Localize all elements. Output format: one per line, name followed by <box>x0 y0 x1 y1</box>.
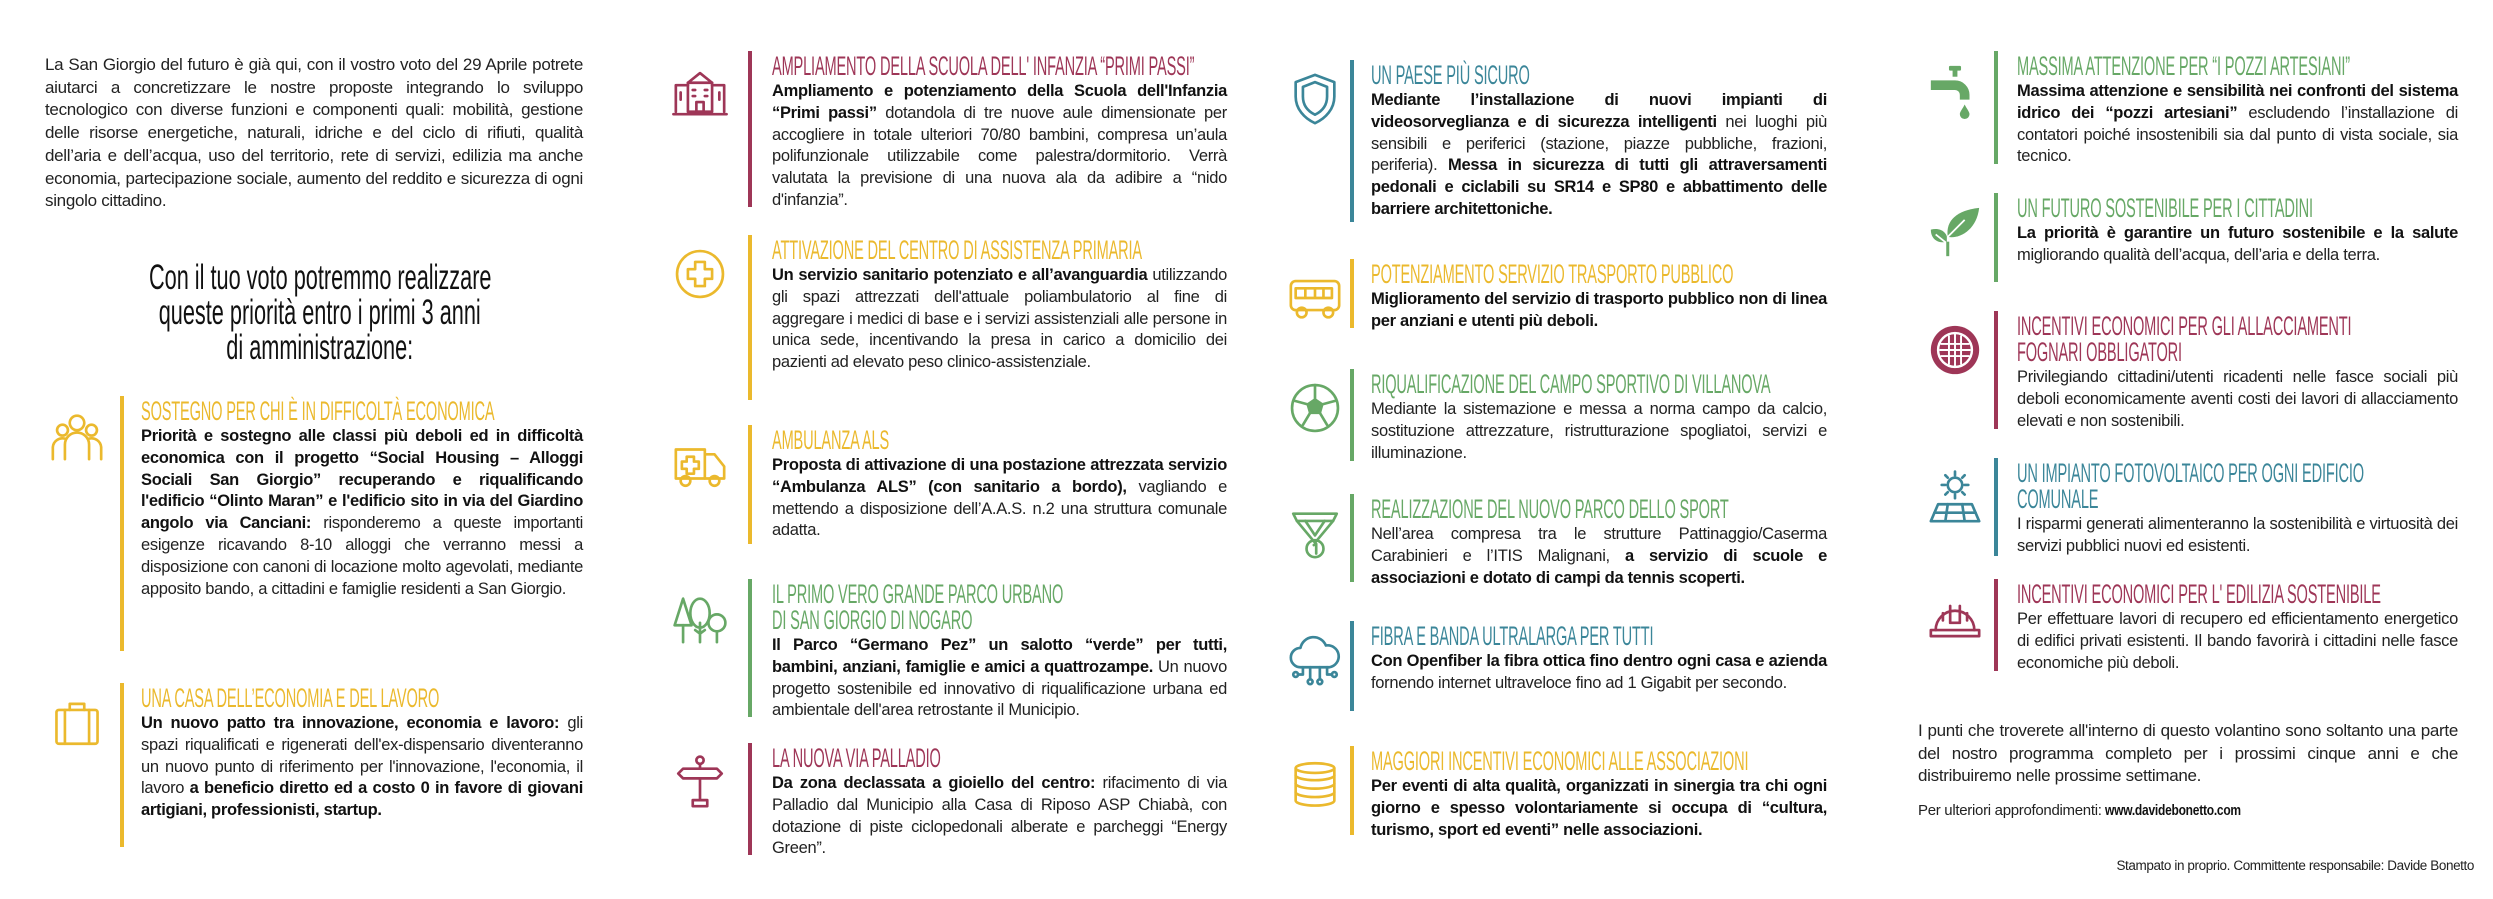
body-text: risponderemo a queste importanti esigenze ricavando 8-10 alloggi che verranno messi a disposizione con canoni di locazione molto agevolati, mediante apposito bando, a cittadini e famiglie residenti a San Giorgio. <box>141 514 583 598</box>
section-title-text: MAGGIORI INCENTIVI ECONOMICI ALLE ASSOCIAZIONI <box>1371 746 1749 776</box>
section-title-text: POTENZIAMENTO SERVIZIO TRASPORTO PUBBLICO <box>1371 259 1734 289</box>
headline <box>40 260 600 365</box>
program-section <box>1371 62 1827 221</box>
section-body <box>772 265 1227 374</box>
section-title <box>1371 62 1827 88</box>
section-divider <box>120 396 124 651</box>
section-title <box>772 53 1227 79</box>
leaf-icon <box>1926 203 1984 261</box>
section-divider <box>1350 494 1354 582</box>
hard-hat-icon <box>1926 589 1984 647</box>
program-section <box>772 427 1227 542</box>
medical-cross-icon <box>671 245 729 303</box>
section-title <box>1371 371 1827 397</box>
ambulance-icon <box>671 435 729 493</box>
section-body <box>2017 514 2458 558</box>
section-title-text: UN FUTURO SOSTENIBILE PER I CITTADINI <box>2017 193 2313 223</box>
body-highlight: Con Openfiber la fibra ottica fino dentro ogni casa e azienda <box>1371 652 1827 670</box>
more-info <box>1918 802 2275 819</box>
section-title-text: REALIZZAZIONE DEL NUOVO PARCO DELLO SPORT <box>1371 494 1729 524</box>
water-tap-icon <box>1926 61 1984 119</box>
section-divider <box>1350 621 1354 711</box>
section-title-text: INCENTIVI ECONOMICI PER L' EDILIZIA SOSTENIBILE <box>2017 579 2381 609</box>
coins-icon <box>1286 756 1344 814</box>
section-divider <box>120 683 124 847</box>
medal-icon <box>1286 504 1344 562</box>
section-title <box>1371 496 1827 522</box>
body-highlight: Da zona declassata a gioiello del centro: <box>772 774 1096 792</box>
section-divider <box>1350 369 1354 461</box>
section-divider <box>748 743 752 855</box>
cloud-network-icon <box>1286 631 1344 689</box>
section-divider <box>1350 60 1354 222</box>
section-title-text: IL PRIMO VERO GRANDE PARCO URBANO <box>772 579 1064 609</box>
body-text: fornendo internet ultraveloce fino ad 1 Gigabit per secondo. <box>1371 673 1787 692</box>
section-body <box>141 713 583 822</box>
headline-line: Con il tuo voto potremmo realizzare <box>148 258 492 297</box>
body-highlight: Un nuovo patto tra innovazione, economia e lavoro: <box>141 714 560 732</box>
section-title <box>2017 313 2458 339</box>
section-title <box>2017 581 2458 607</box>
section-title <box>2017 195 2458 221</box>
body-highlight: Un servizio sanitario potenziato e all’avanguardia <box>772 266 1148 284</box>
section-title-text: FIBRA E BANDA ULTRALARGA PER TUTTI <box>1371 621 1654 651</box>
section-divider <box>1350 259 1354 328</box>
section-title-text: UNA CASA DELL’ECONOMIA E DEL LAVORO <box>141 683 440 713</box>
program-section <box>1371 623 1827 695</box>
section-title <box>772 745 1227 771</box>
section-divider <box>1994 51 1998 164</box>
body-highlight: Miglioramento del servizio di trasporto pubblico non di linea per anziani e utenti più deboli. <box>1371 290 1827 330</box>
body-highlight: Il Parco “Germano Pez” un salotto “verde” per tutti, bambini, anziani, famiglie e amici a quattrozampe. <box>772 636 1227 676</box>
body-highlight: Messa in sicurezza di tutti gli attraversamenti pedonali e ciclabili su SR14 e SP80 e abbattimento delle barriere architettoniche. <box>1371 156 1827 218</box>
body-text: Mediante la sistemazione e messa a norma campo da calcio, sostituzione attrezzature, ristrutturazione spogliatoi, servizi e illuminazione. <box>1371 400 1827 462</box>
section-divider <box>1350 746 1354 835</box>
section-divider <box>1994 311 1998 429</box>
program-section <box>141 398 583 600</box>
section-title-text: LA NUOVA VIA PALLADIO <box>772 743 941 773</box>
section-title <box>2017 486 2458 512</box>
section-title <box>1371 623 1827 649</box>
section-title-text: DI SAN GIORGIO DI NOGARO <box>772 605 973 635</box>
section-body <box>1371 399 1827 464</box>
closing-paragraph: I punti che troverete all'interno di questo volantino sono soltanto una parte del nostro programma completo per i prossimi cinque anni e che distribuiremo nelle prossime settimane. <box>1918 721 2458 785</box>
body-text: I risparmi generati alimenteranno la sostenibilità e virtuosità dei servizi pubblici nuovi ed esistenti. <box>2017 515 2458 555</box>
section-divider <box>1994 458 1998 556</box>
section-title <box>772 607 1227 633</box>
body-text: dotandola di tre nuove aule dimensionate per accogliere in totale ulteriori 70/80 bambini, compresa un’aula polifunzionale utilizzabile come palestra/dormitorio. Verrà valutata la previsione di una nuova ala da adibire a “nido d'infanzia”. <box>772 103 1227 209</box>
section-body <box>141 426 583 600</box>
body-highlight: a beneficio diretto ed a costo 0 in favore di giovani artigiani, professionisti, startup. <box>141 779 583 820</box>
program-section <box>2017 460 2458 558</box>
signpost-icon <box>671 753 729 811</box>
program-section <box>772 581 1227 722</box>
people-icon <box>48 406 106 464</box>
body-highlight: Mediante l’installazione di nuovi impianti di videosorveglianza e di sicurezza intelligenti <box>1371 91 1827 131</box>
section-body <box>772 773 1227 860</box>
section-divider <box>1994 193 1998 282</box>
section-title-text: AMPLIAMENTO DELLA SCUOLA DELL' INFANZIA “PRIMI PASSI” <box>772 51 1195 81</box>
section-title <box>141 685 583 711</box>
soccer-ball-icon <box>1286 379 1344 437</box>
shield-icon <box>1286 70 1344 128</box>
section-divider <box>1994 579 1998 671</box>
section-title-text: FOGNARI OBBLIGATORI <box>2017 337 2182 367</box>
body-text: nei luoghi più sensibili e periferici (stazione, piazze pubbliche, frazioni, periferia). <box>1371 112 1827 175</box>
body-text: gli spazi riqualificati e rigenerati dell'ex-dispensario diventeranno un nuovo punto di riferimento per l'innovazione, l'economia, il lavoro <box>141 714 583 798</box>
body-highlight: Ampliamento e potenziamento della Scuola dell'Infanzia “Primi passi” <box>772 82 1227 122</box>
bus-icon <box>1286 269 1344 327</box>
headline-line: di amministrazione: <box>226 328 414 367</box>
trees-icon <box>671 589 729 647</box>
body-text: migliorando qualità dell’acqua, dell’aria e della terra. <box>2017 245 2380 264</box>
body-text: vagliando e mettendo a disposizione dell’A.A.S. n.2 una struttura comunale adatta. <box>772 477 1227 540</box>
section-divider <box>748 235 752 400</box>
program-section <box>2017 53 2458 168</box>
section-divider <box>748 425 752 544</box>
section-title <box>772 427 1227 453</box>
section-title <box>141 398 583 424</box>
section-body <box>2017 81 2458 168</box>
section-body <box>1371 90 1827 221</box>
program-section <box>2017 313 2458 432</box>
website-link[interactable]: www.davidebonetto.com <box>2105 802 2242 819</box>
program-section <box>772 53 1227 212</box>
section-title-text: UN PAESE PIÙ SICURO <box>1371 60 1530 90</box>
body-text: utilizzando gli spazi attrezzati dell'attuale poliambulatorio al fine di aggregare i medici di base e i servizi assistenziali alle persone in unica sede, incentivando la presa in carico a domicilio dei pazienti ad elevato peso clinico-assistenziale. <box>772 266 1228 372</box>
body-highlight: La priorità è garantire un futuro sostenibile e la salute <box>2017 224 2458 242</box>
manhole-icon <box>1926 321 1984 379</box>
section-body <box>772 81 1227 212</box>
school-building-icon <box>671 61 729 119</box>
body-highlight: Per eventi di alta qualità, organizzati in sinergia tra chi ogni giorno e spesso volontariamente si occupa di “cultura, turismo, sport ed eventi” nelle associazioni. <box>1371 777 1827 839</box>
body-highlight: a servizio di scuole e associazioni e dotato di campi da tennis scoperti. <box>1371 546 1827 587</box>
body-highlight: Proposta di attivazione di una postazione attrezzata servizio “Ambulanza ALS” (con sanitario a bordo), <box>772 456 1227 496</box>
program-section <box>1371 261 1827 333</box>
section-title <box>2017 53 2458 79</box>
body-text: escludendo l’installazione di contatori poiché insostenibili sia dal punto di vista sociale, sia tecnico. <box>2017 103 2458 166</box>
body-text: Nell’area compresa tra le strutture Pattinaggio/Caserma Carabinieri e l’ITIS Malignani, <box>1371 525 1827 565</box>
section-divider <box>748 579 752 717</box>
program-section <box>1371 496 1827 589</box>
footer-credits: Stampato in proprio. Committente responsabile: Davide Bonetto <box>2116 858 2474 873</box>
section-title <box>2017 339 2458 365</box>
briefcase-icon <box>48 693 106 751</box>
body-text: Per effettuare lavori di recupero ed efficientamento energetico di edifici privati esistenti. Il bando favorirà i cittadini nelle fasce economiche più deboli. <box>2017 610 2458 672</box>
program-section <box>141 685 583 822</box>
program-section <box>772 745 1227 860</box>
section-body <box>772 455 1227 542</box>
program-section <box>1371 371 1827 464</box>
section-body <box>1371 651 1827 695</box>
body-text: Un nuovo progetto sostenibile ed innovativo di riqualificazione urbana ed ambientale dell'area retrostante il Municipio. <box>772 657 1227 720</box>
section-body <box>2017 223 2458 267</box>
section-title-text: RIQUALIFICAZIONE DEL CAMPO SPORTIVO DI VILLANOVA <box>1371 369 1771 399</box>
body-highlight: Priorità e sostegno alle classi più deboli ed in difficoltà economica con il progetto “Social Housing – Alloggi Sociali San Giorgio” recuperando e riqualificando l'edificio “Olinto Maran” e l'edificio sito in via del Giardino angolo via Canciani: <box>141 427 583 533</box>
section-title <box>772 237 1227 263</box>
section-title-text: INCENTIVI ECONOMICI PER GLI ALLACCIAMENTI <box>2017 311 2352 341</box>
section-title <box>772 581 1227 607</box>
section-title-text: COMUNALE <box>2017 484 2099 514</box>
program-section <box>1371 748 1827 841</box>
body-text: rifacimento di via Palladio dal Municipio alla Casa di Riposo ASP Chiabà, con dotazione di piste ciclopedonali alberate e parcheggi “Energy Green”. <box>772 774 1228 858</box>
section-title-text: MASSIMA ATTENZIONE PER “I POZZI ARTESIANI” <box>2017 51 2350 81</box>
section-body <box>2017 609 2458 674</box>
solar-panel-icon <box>1926 468 1984 526</box>
section-body <box>1371 289 1827 333</box>
headline-line: queste priorità entro i primi 3 anni <box>158 293 482 332</box>
section-title <box>1371 748 1827 774</box>
section-divider <box>748 51 752 207</box>
section-body <box>772 635 1227 722</box>
program-section <box>2017 581 2458 674</box>
program-section <box>2017 195 2458 267</box>
section-title-text: ATTIVAZIONE DEL CENTRO DI ASSISTENZA PRIMARIA <box>772 235 1142 265</box>
program-section <box>772 237 1227 374</box>
body-highlight: Massima attenzione e sensibilità nei confronti del sistema idrico dei “pozzi artesiani” <box>2017 82 2458 122</box>
body-text: Privilegiando cittadini/utenti ricadenti nelle fasce sociali più deboli economicamente aventi costi dei lavori di allacciamento elevati e non sostenibili. <box>2017 368 2458 430</box>
intro-paragraph: La San Giorgio del futuro è già qui, con il vostro voto del 29 Aprile potrete aiutarci a concretizzare le nostre proposte integrando lo sviluppo tecnologico con diverse funzioni e componenti quali: mobilità, gestione delle risorse energetiche, naturali, idriche e del ciclo di rifiuti, qualità dell’aria e dell’acqua, uso del territorio, rete di servizi, edilizia ma anche economia, partecipazione sociale, aumento del reddito e sicurezza di ogni singolo cittadino. <box>45 55 583 211</box>
more-info-label: Per ulteriori approfondimenti: <box>1918 802 2106 819</box>
section-body <box>1371 776 1827 841</box>
section-title-text: SOSTEGNO PER CHI È IN DIFFICOLTÀ ECONOMICA <box>141 396 495 426</box>
section-body <box>2017 367 2458 432</box>
section-title <box>2017 460 2458 486</box>
section-title-text: AMBULANZA ALS <box>772 425 890 455</box>
section-title-text: UN IMPIANTO FOTOVOLTAICO PER OGNI EDIFICIO <box>2017 458 2364 488</box>
section-body <box>1371 524 1827 589</box>
section-title <box>1371 261 1827 287</box>
